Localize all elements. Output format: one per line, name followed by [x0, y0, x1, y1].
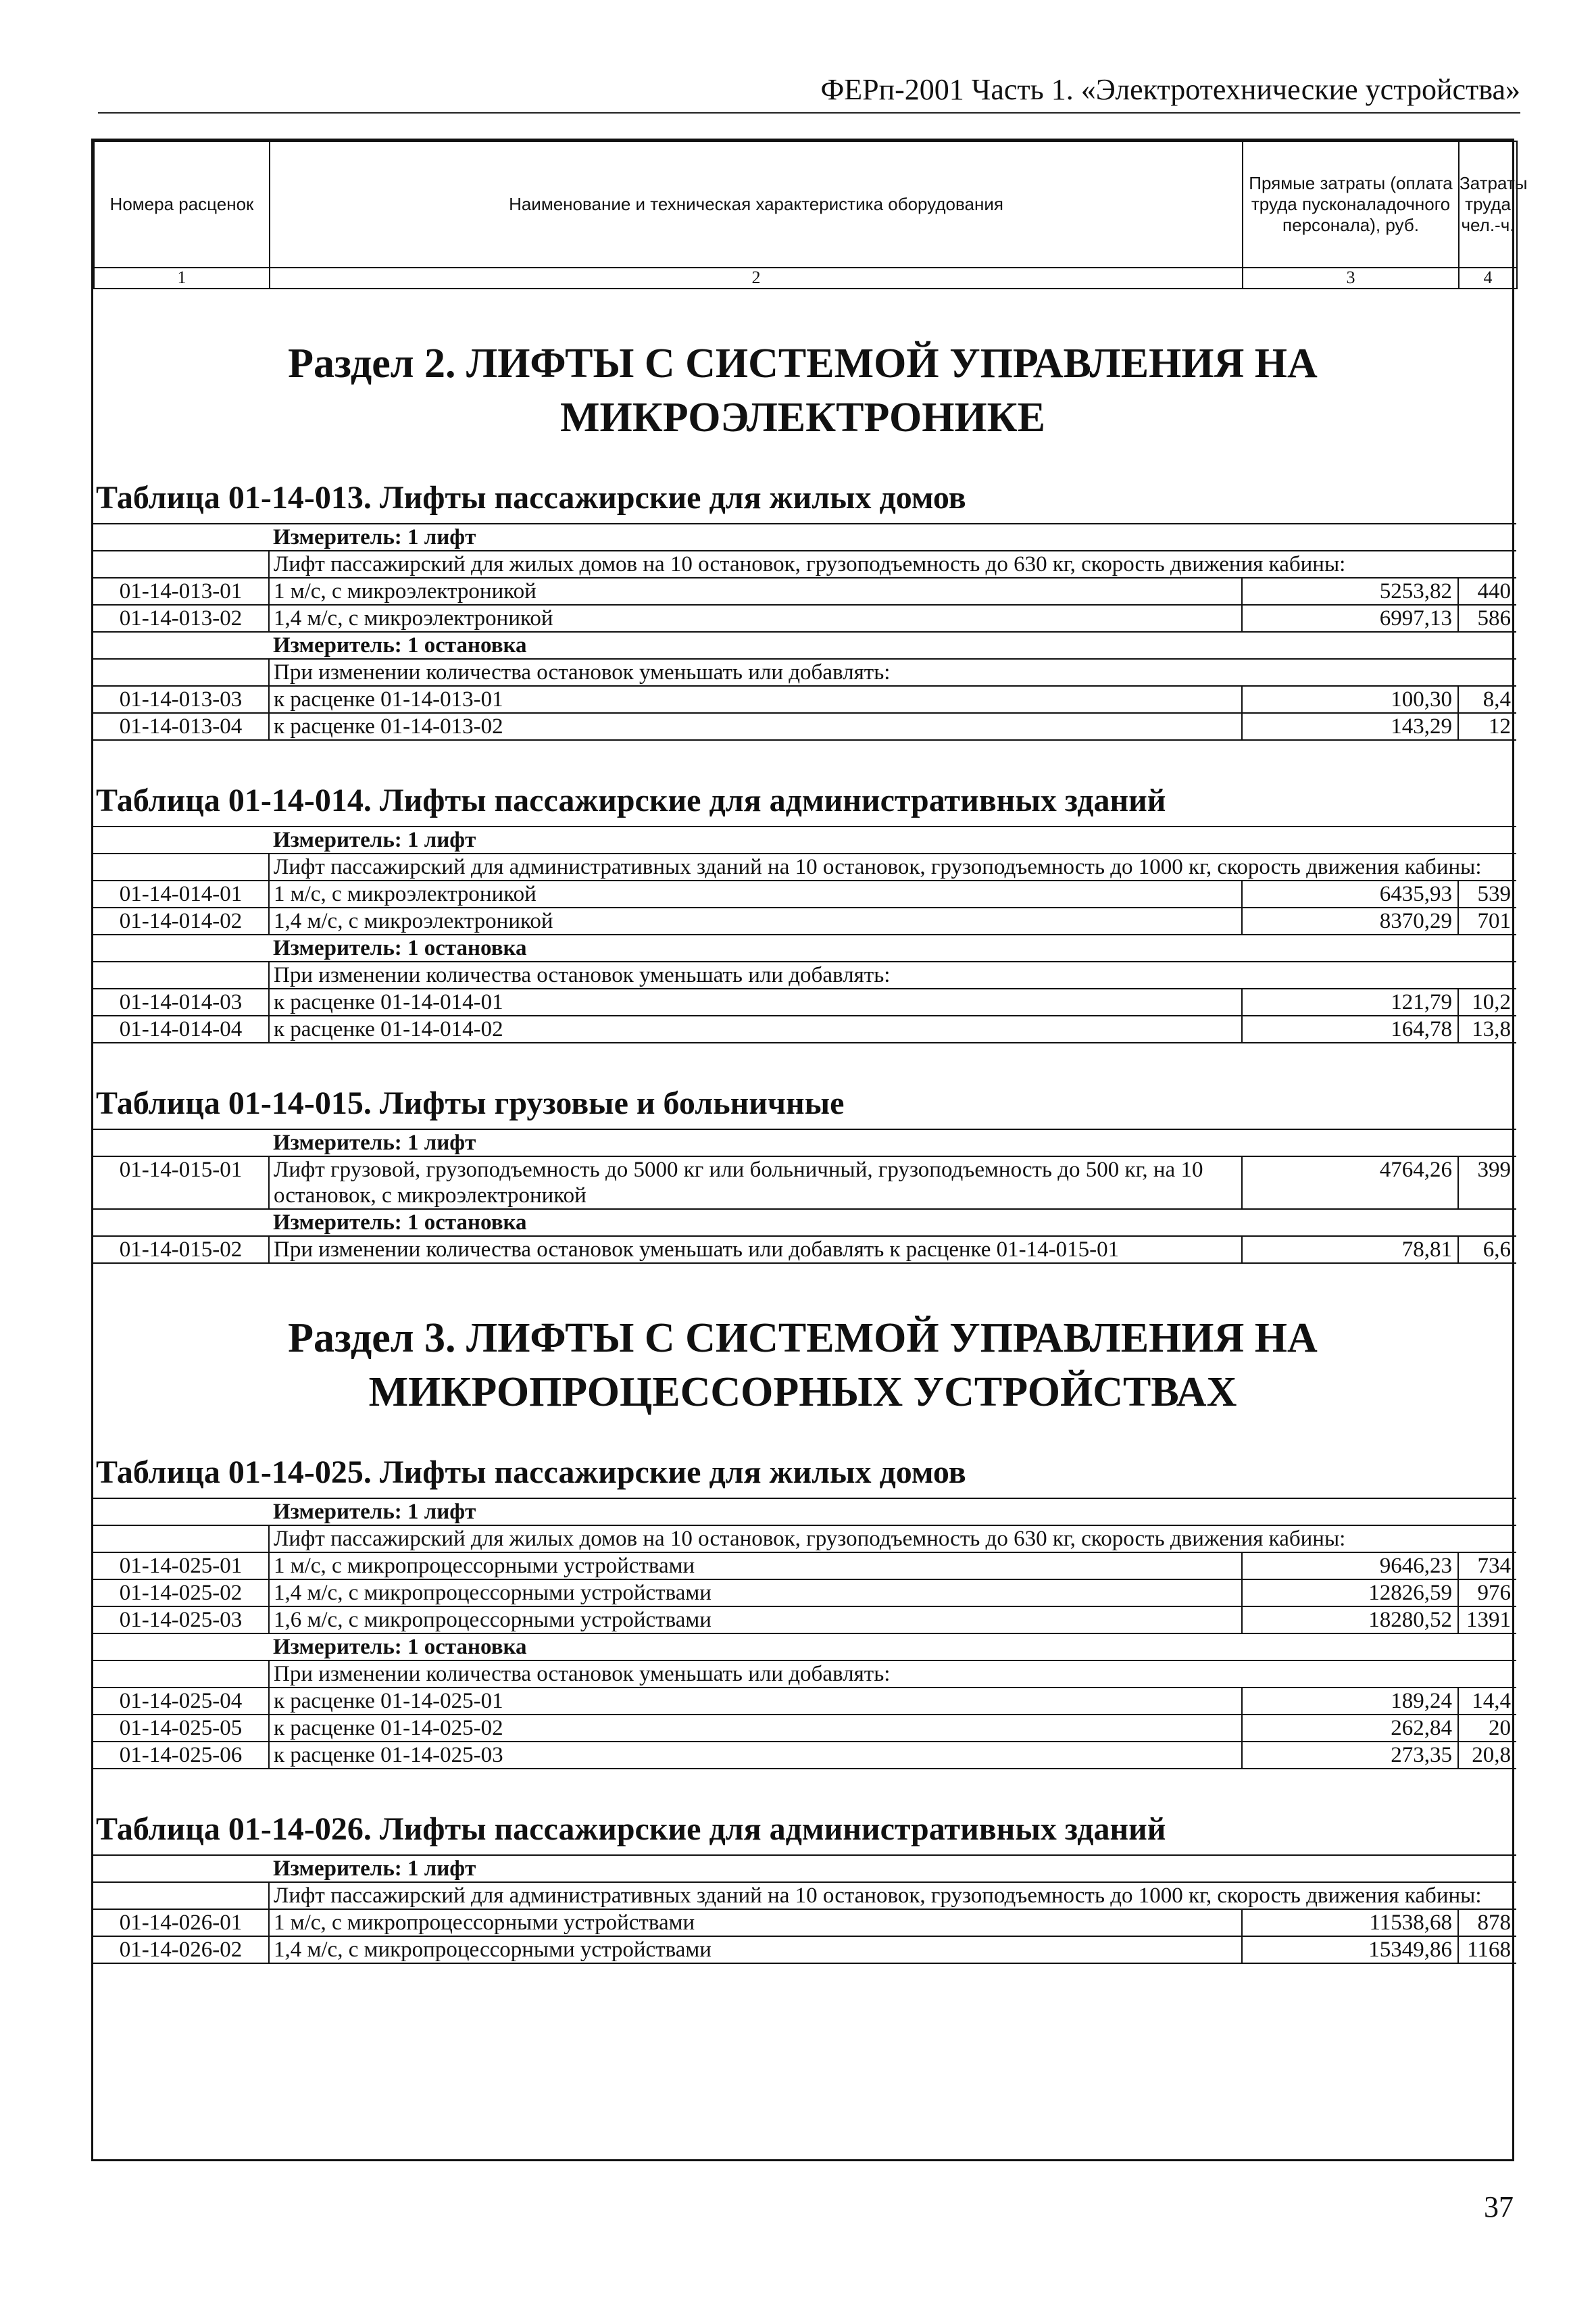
rate-code: 01-14-025-04 — [93, 1688, 269, 1715]
col-number-4: 4 — [1459, 268, 1517, 289]
rate-cost: 8370,29 — [1242, 908, 1458, 935]
rate-table — [93, 523, 1516, 741]
blank-cell — [93, 1129, 269, 1156]
note-text: Лифт пассажирский для жилых домов на 10 остановок, грузоподъемность до 630 кг, скорость движения кабины: — [269, 1525, 1516, 1552]
note-text: Лифт пассажирский для административных зданий на 10 остановок, грузоподъемность до 1000 кг, скорость движения кабины: — [269, 1882, 1516, 1909]
rate-cost: 164,78 — [1242, 1016, 1458, 1043]
rate-labor: 399 — [1458, 1156, 1516, 1209]
measure-text: Измеритель: 1 остановка — [269, 1633, 1516, 1660]
measure-row — [93, 935, 1516, 962]
running-header: ФЕРп-2001 Часть 1. «Электротехнические устройства» — [98, 73, 1520, 114]
rate-labor: 539 — [1458, 881, 1516, 908]
measure-text: Измеритель: 1 лифт — [269, 827, 1516, 854]
rate-labor: 20,8 — [1458, 1742, 1516, 1769]
rate-cost: 100,30 — [1242, 686, 1458, 713]
rate-labor: 976 — [1458, 1579, 1516, 1606]
measure-row — [93, 1855, 1516, 1882]
measure-text: Измеритель: 1 остановка — [269, 632, 1516, 659]
rate-cost: 262,84 — [1242, 1715, 1458, 1742]
rate-code: 01-14-014-04 — [93, 1016, 269, 1043]
col-header-name: Наименование и техническая характеристика оборудования — [270, 141, 1243, 268]
rate-cost: 18280,52 — [1242, 1606, 1458, 1633]
measure-text: Измеритель: 1 остановка — [269, 935, 1516, 962]
rate-cost: 143,29 — [1242, 713, 1458, 740]
rate-code: 01-14-025-01 — [93, 1552, 269, 1579]
rate-description: 1,4 м/с, с микропроцессорными устройствами — [269, 1936, 1242, 1963]
page-number: 37 — [1484, 2190, 1514, 2223]
note-text: При изменении количества остановок уменьшать или добавлять: — [269, 962, 1516, 989]
rate-code: 01-14-013-01 — [93, 578, 269, 605]
table-row — [93, 1606, 1516, 1633]
measure-row — [93, 1209, 1516, 1236]
table-row — [93, 686, 1516, 713]
rate-labor: 20 — [1458, 1715, 1516, 1742]
table-title: Таблица 01-14-025. Лифты пассажирские для жилых домов — [96, 1454, 966, 1490]
section-title-line2: МИКРОПРОЦЕССОРНЫХ УСТРОЙСТВАХ — [368, 1369, 1237, 1415]
measure-text: Измеритель: 1 лифт — [269, 1855, 1516, 1882]
rate-labor: 14,4 — [1458, 1688, 1516, 1715]
col-number-2: 2 — [270, 268, 1243, 289]
rate-code: 01-14-013-02 — [93, 605, 269, 632]
rate-code: 01-14-015-02 — [93, 1236, 269, 1263]
rate-description: к расценке 01-14-025-01 — [269, 1688, 1242, 1715]
table-row — [93, 1579, 1516, 1606]
table-row — [93, 605, 1516, 632]
rate-cost: 189,24 — [1242, 1688, 1458, 1715]
rate-description: к расценке 01-14-013-02 — [269, 713, 1242, 740]
table-row — [93, 713, 1516, 740]
section-title — [93, 1311, 1512, 1419]
table-row — [93, 1742, 1516, 1769]
rate-labor: 1168 — [1458, 1936, 1516, 1963]
note-text: При изменении количества остановок уменьшать или добавлять: — [269, 659, 1516, 686]
col-header-cost: Прямые затраты (оплата труда пусконаладочного персонала), руб. — [1243, 141, 1459, 268]
section-title-line2: МИКРОЭЛЕКТРОНИКЕ — [560, 395, 1045, 441]
rate-table — [93, 1498, 1516, 1769]
rate-cost: 78,81 — [1242, 1236, 1458, 1263]
measure-row — [93, 1129, 1516, 1156]
rate-code: 01-14-014-01 — [93, 881, 269, 908]
measure-row — [93, 1498, 1516, 1525]
rate-code: 01-14-015-01 — [93, 1156, 269, 1209]
rate-cost: 15349,86 — [1242, 1936, 1458, 1963]
rate-code: 01-14-014-02 — [93, 908, 269, 935]
column-header-row — [94, 141, 1517, 268]
rate-cost: 11538,68 — [1242, 1909, 1458, 1936]
note-row — [93, 1882, 1516, 1909]
rate-cost: 6435,93 — [1242, 881, 1458, 908]
rate-code: 01-14-025-06 — [93, 1742, 269, 1769]
measure-text: Измеритель: 1 лифт — [269, 524, 1516, 551]
note-row — [93, 659, 1516, 686]
rate-description: к расценке 01-14-025-03 — [269, 1742, 1242, 1769]
measure-text: Измеритель: 1 остановка — [269, 1209, 1516, 1236]
blank-cell — [93, 1525, 269, 1552]
rate-description: 1 м/с, с микропроцессорными устройствами — [269, 1552, 1242, 1579]
rate-labor: 1391 — [1458, 1606, 1516, 1633]
rate-description: к расценке 01-14-025-02 — [269, 1715, 1242, 1742]
table-row — [93, 1936, 1516, 1963]
table-row — [93, 1552, 1516, 1579]
column-header-table — [93, 141, 1528, 289]
table-title: Таблица 01-14-013. Лифты пассажирские для жилых домов — [96, 480, 966, 516]
note-row — [93, 1525, 1516, 1552]
table-row — [93, 989, 1516, 1016]
main-table-frame — [91, 139, 1528, 2161]
rate-cost: 6997,13 — [1242, 605, 1458, 632]
blank-cell — [93, 551, 269, 578]
rate-code: 01-14-026-01 — [93, 1909, 269, 1936]
rate-labor: 8,4 — [1458, 686, 1516, 713]
col-number-3: 3 — [1243, 268, 1459, 289]
blank-cell — [93, 935, 269, 962]
rate-cost: 12826,59 — [1242, 1579, 1458, 1606]
rate-description: 1,4 м/с, с микроэлектроникой — [269, 605, 1242, 632]
table-row — [93, 908, 1516, 935]
rate-description: 1 м/с, с микроэлектроникой — [269, 881, 1242, 908]
table-row — [93, 1688, 1516, 1715]
table-title: Таблица 01-14-026. Лифты пассажирские для административных зданий — [96, 1811, 1166, 1847]
blank-cell — [93, 827, 269, 854]
rate-table — [93, 826, 1516, 1043]
rate-description: к расценке 01-14-013-01 — [269, 686, 1242, 713]
rate-description: 1 м/с, с микроэлектроникой — [269, 578, 1242, 605]
rate-description: 1,4 м/с, с микроэлектроникой — [269, 908, 1242, 935]
col-header-labor: Затраты труда чел.-ч. — [1459, 141, 1517, 268]
measure-row — [93, 632, 1516, 659]
blank-cell — [93, 1660, 269, 1688]
rate-code: 01-14-013-04 — [93, 713, 269, 740]
table-title: Таблица 01-14-014. Лифты пассажирские для административных зданий — [96, 783, 1166, 818]
rate-labor: 734 — [1458, 1552, 1516, 1579]
rate-cost: 9646,23 — [1242, 1552, 1458, 1579]
rate-description: Лифт грузовой, грузоподъемность до 5000 кг или больничный, грузоподъемность до 500 кг, на 10 остановок, с микроэлектроникой — [269, 1156, 1242, 1209]
rate-table — [93, 1129, 1516, 1264]
rate-description: 1,4 м/с, с микропроцессорными устройствами — [269, 1579, 1242, 1606]
blank-cell — [93, 1633, 269, 1660]
rate-labor: 701 — [1458, 908, 1516, 935]
section-title-line1: Раздел 3. ЛИФТЫ С СИСТЕМОЙ УПРАВЛЕНИЯ НА — [288, 1315, 1318, 1361]
table-row — [93, 1016, 1516, 1043]
rate-description: 1 м/с, с микропроцессорными устройствами — [269, 1909, 1242, 1936]
measure-row — [93, 827, 1516, 854]
blank-cell — [93, 1855, 269, 1882]
rate-cost: 4764,26 — [1242, 1156, 1458, 1209]
column-number-row — [94, 268, 1517, 289]
rate-code: 01-14-025-03 — [93, 1606, 269, 1633]
rate-description: к расценке 01-14-014-02 — [269, 1016, 1242, 1043]
note-row — [93, 1660, 1516, 1688]
measure-text: Измеритель: 1 лифт — [269, 1129, 1516, 1156]
blank-cell — [93, 659, 269, 686]
rate-description: 1,6 м/с, с микропроцессорными устройствами — [269, 1606, 1242, 1633]
note-row — [93, 962, 1516, 989]
rate-code: 01-14-013-03 — [93, 686, 269, 713]
measure-row — [93, 524, 1516, 551]
blank-cell — [93, 1882, 269, 1909]
rate-code: 01-14-014-03 — [93, 989, 269, 1016]
section-title-line1: Раздел 2. ЛИФТЫ С СИСТЕМОЙ УПРАВЛЕНИЯ НА — [288, 341, 1318, 387]
rate-labor: 6,6 — [1458, 1236, 1516, 1263]
table-row — [93, 1236, 1516, 1263]
blank-cell — [93, 524, 269, 551]
rate-cost: 273,35 — [1242, 1742, 1458, 1769]
note-row — [93, 551, 1516, 578]
rate-labor: 10,2 — [1458, 989, 1516, 1016]
table-title: Таблица 01-14-015. Лифты грузовые и больничные — [96, 1085, 845, 1121]
table-row — [93, 1909, 1516, 1936]
rate-labor: 12 — [1458, 713, 1516, 740]
rate-labor: 878 — [1458, 1909, 1516, 1936]
rate-code: 01-14-026-02 — [93, 1936, 269, 1963]
measure-text: Измеритель: 1 лифт — [269, 1498, 1516, 1525]
rate-labor: 440 — [1458, 578, 1516, 605]
rate-cost: 5253,82 — [1242, 578, 1458, 605]
blank-cell — [93, 1209, 269, 1236]
note-row — [93, 854, 1516, 881]
table-row — [93, 1156, 1516, 1209]
rate-description: При изменении количества остановок уменьшать или добавлять к расценке 01-14-015-01 — [269, 1236, 1242, 1263]
rate-code: 01-14-025-02 — [93, 1579, 269, 1606]
blank-cell — [93, 632, 269, 659]
col-number-1: 1 — [94, 268, 270, 289]
rate-code: 01-14-025-05 — [93, 1715, 269, 1742]
note-text: Лифт пассажирский для жилых домов на 10 остановок, грузоподъемность до 630 кг, скорость движения кабины: — [269, 551, 1516, 578]
blank-cell — [93, 1498, 269, 1525]
rate-cost: 121,79 — [1242, 989, 1458, 1016]
rate-description: к расценке 01-14-014-01 — [269, 989, 1242, 1016]
blank-cell — [93, 962, 269, 989]
table-row — [93, 881, 1516, 908]
table-row — [93, 578, 1516, 605]
rate-labor: 586 — [1458, 605, 1516, 632]
rate-labor: 13,8 — [1458, 1016, 1516, 1043]
measure-row — [93, 1633, 1516, 1660]
table-row — [93, 1715, 1516, 1742]
section-title — [93, 337, 1512, 445]
note-text: Лифт пассажирский для административных зданий на 10 остановок, грузоподъемность до 1000 кг, скорость движения кабины: — [269, 854, 1516, 881]
col-header-codes: Номера расценок — [94, 141, 270, 268]
note-text: При изменении количества остановок уменьшать или добавлять: — [269, 1660, 1516, 1688]
blank-cell — [93, 854, 269, 881]
body-content — [93, 337, 1512, 1964]
rate-table — [93, 1854, 1516, 1964]
